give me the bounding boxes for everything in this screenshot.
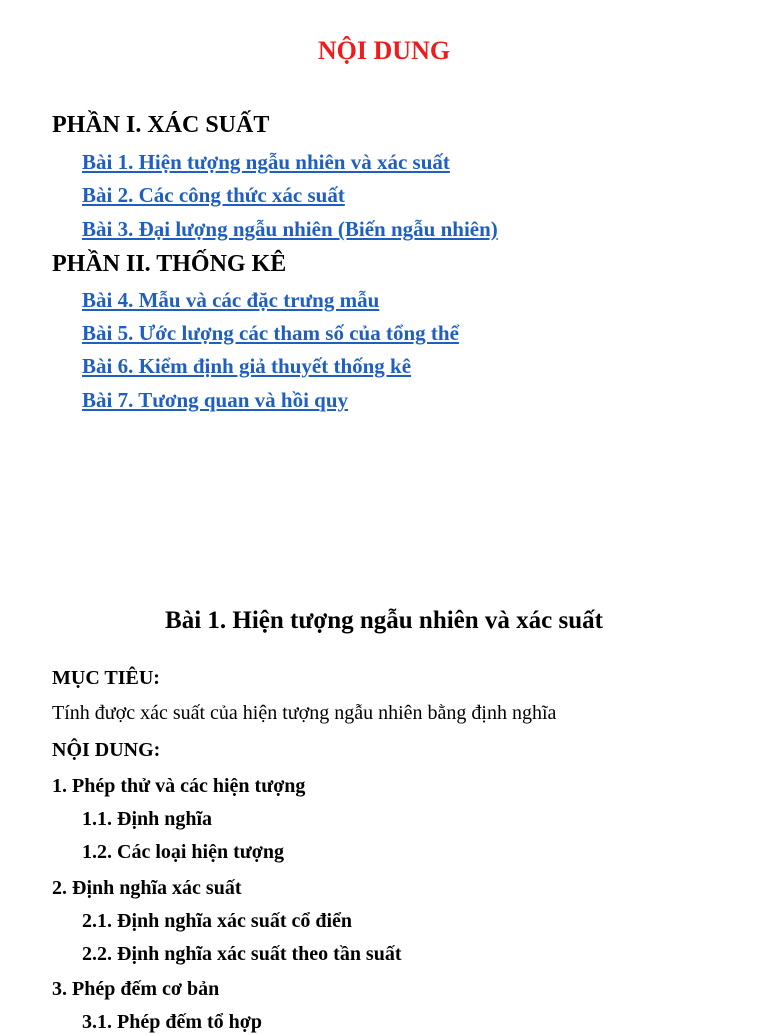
toc-link-lesson-2[interactable]: Bài 2. Các công thức xác suất [82, 183, 345, 207]
toc-link-lesson-6[interactable]: Bài 6. Kiểm định giả thuyết thống kê [82, 354, 412, 378]
section-2-1: 2.1. Định nghĩa xác suất cổ điển [82, 910, 353, 932]
section-3-1: 3.1. Phép đếm tổ hợp [82, 1011, 262, 1033]
lesson-title: Bài 1. Hiện tượng ngẫu nhiên và xác suất [165, 607, 603, 634]
objective-text: Tính được xác suất của hiện tượng ngẫu nhiên bằng định nghĩa [52, 702, 557, 724]
toc-link-lesson-7[interactable]: Bài 7. Tương quan và hồi quy [82, 388, 349, 412]
section-2: 2. Định nghĩa xác suất [52, 877, 242, 899]
toc-link-lesson-4[interactable]: Bài 4. Mẫu và các đặc trưng mẫu [82, 288, 380, 312]
section-2-2: 2.2. Định nghĩa xác suất theo tần suất [82, 943, 402, 965]
section-1: 1. Phép thử và các hiện tượng [52, 775, 306, 797]
part-2-heading: PHẦN II. THỐNG KÊ [52, 251, 287, 277]
section-3: 3. Phép đếm cơ bản [52, 978, 220, 1000]
content-heading: NỘI DUNG: [52, 739, 161, 761]
toc-link-lesson-3[interactable]: Bài 3. Đại lượng ngẫu nhiên (Biến ngẫu nhiên) [82, 217, 498, 241]
toc-link-lesson-5[interactable]: Bài 5. Ước lượng các tham số của tổng thể [82, 321, 459, 345]
section-1-2: 1.2. Các loại hiện tượng [82, 841, 284, 863]
part-1-heading: PHẦN I. XÁC SUẤT [52, 112, 270, 138]
section-1-1: 1.1. Định nghĩa [82, 808, 213, 830]
toc-link-lesson-1[interactable]: Bài 1. Hiện tượng ngẫu nhiên và xác suất [82, 150, 450, 174]
toc-title: NỘI DUNG [317, 36, 451, 65]
objective-heading: MỤC TIÊU: [52, 667, 160, 689]
